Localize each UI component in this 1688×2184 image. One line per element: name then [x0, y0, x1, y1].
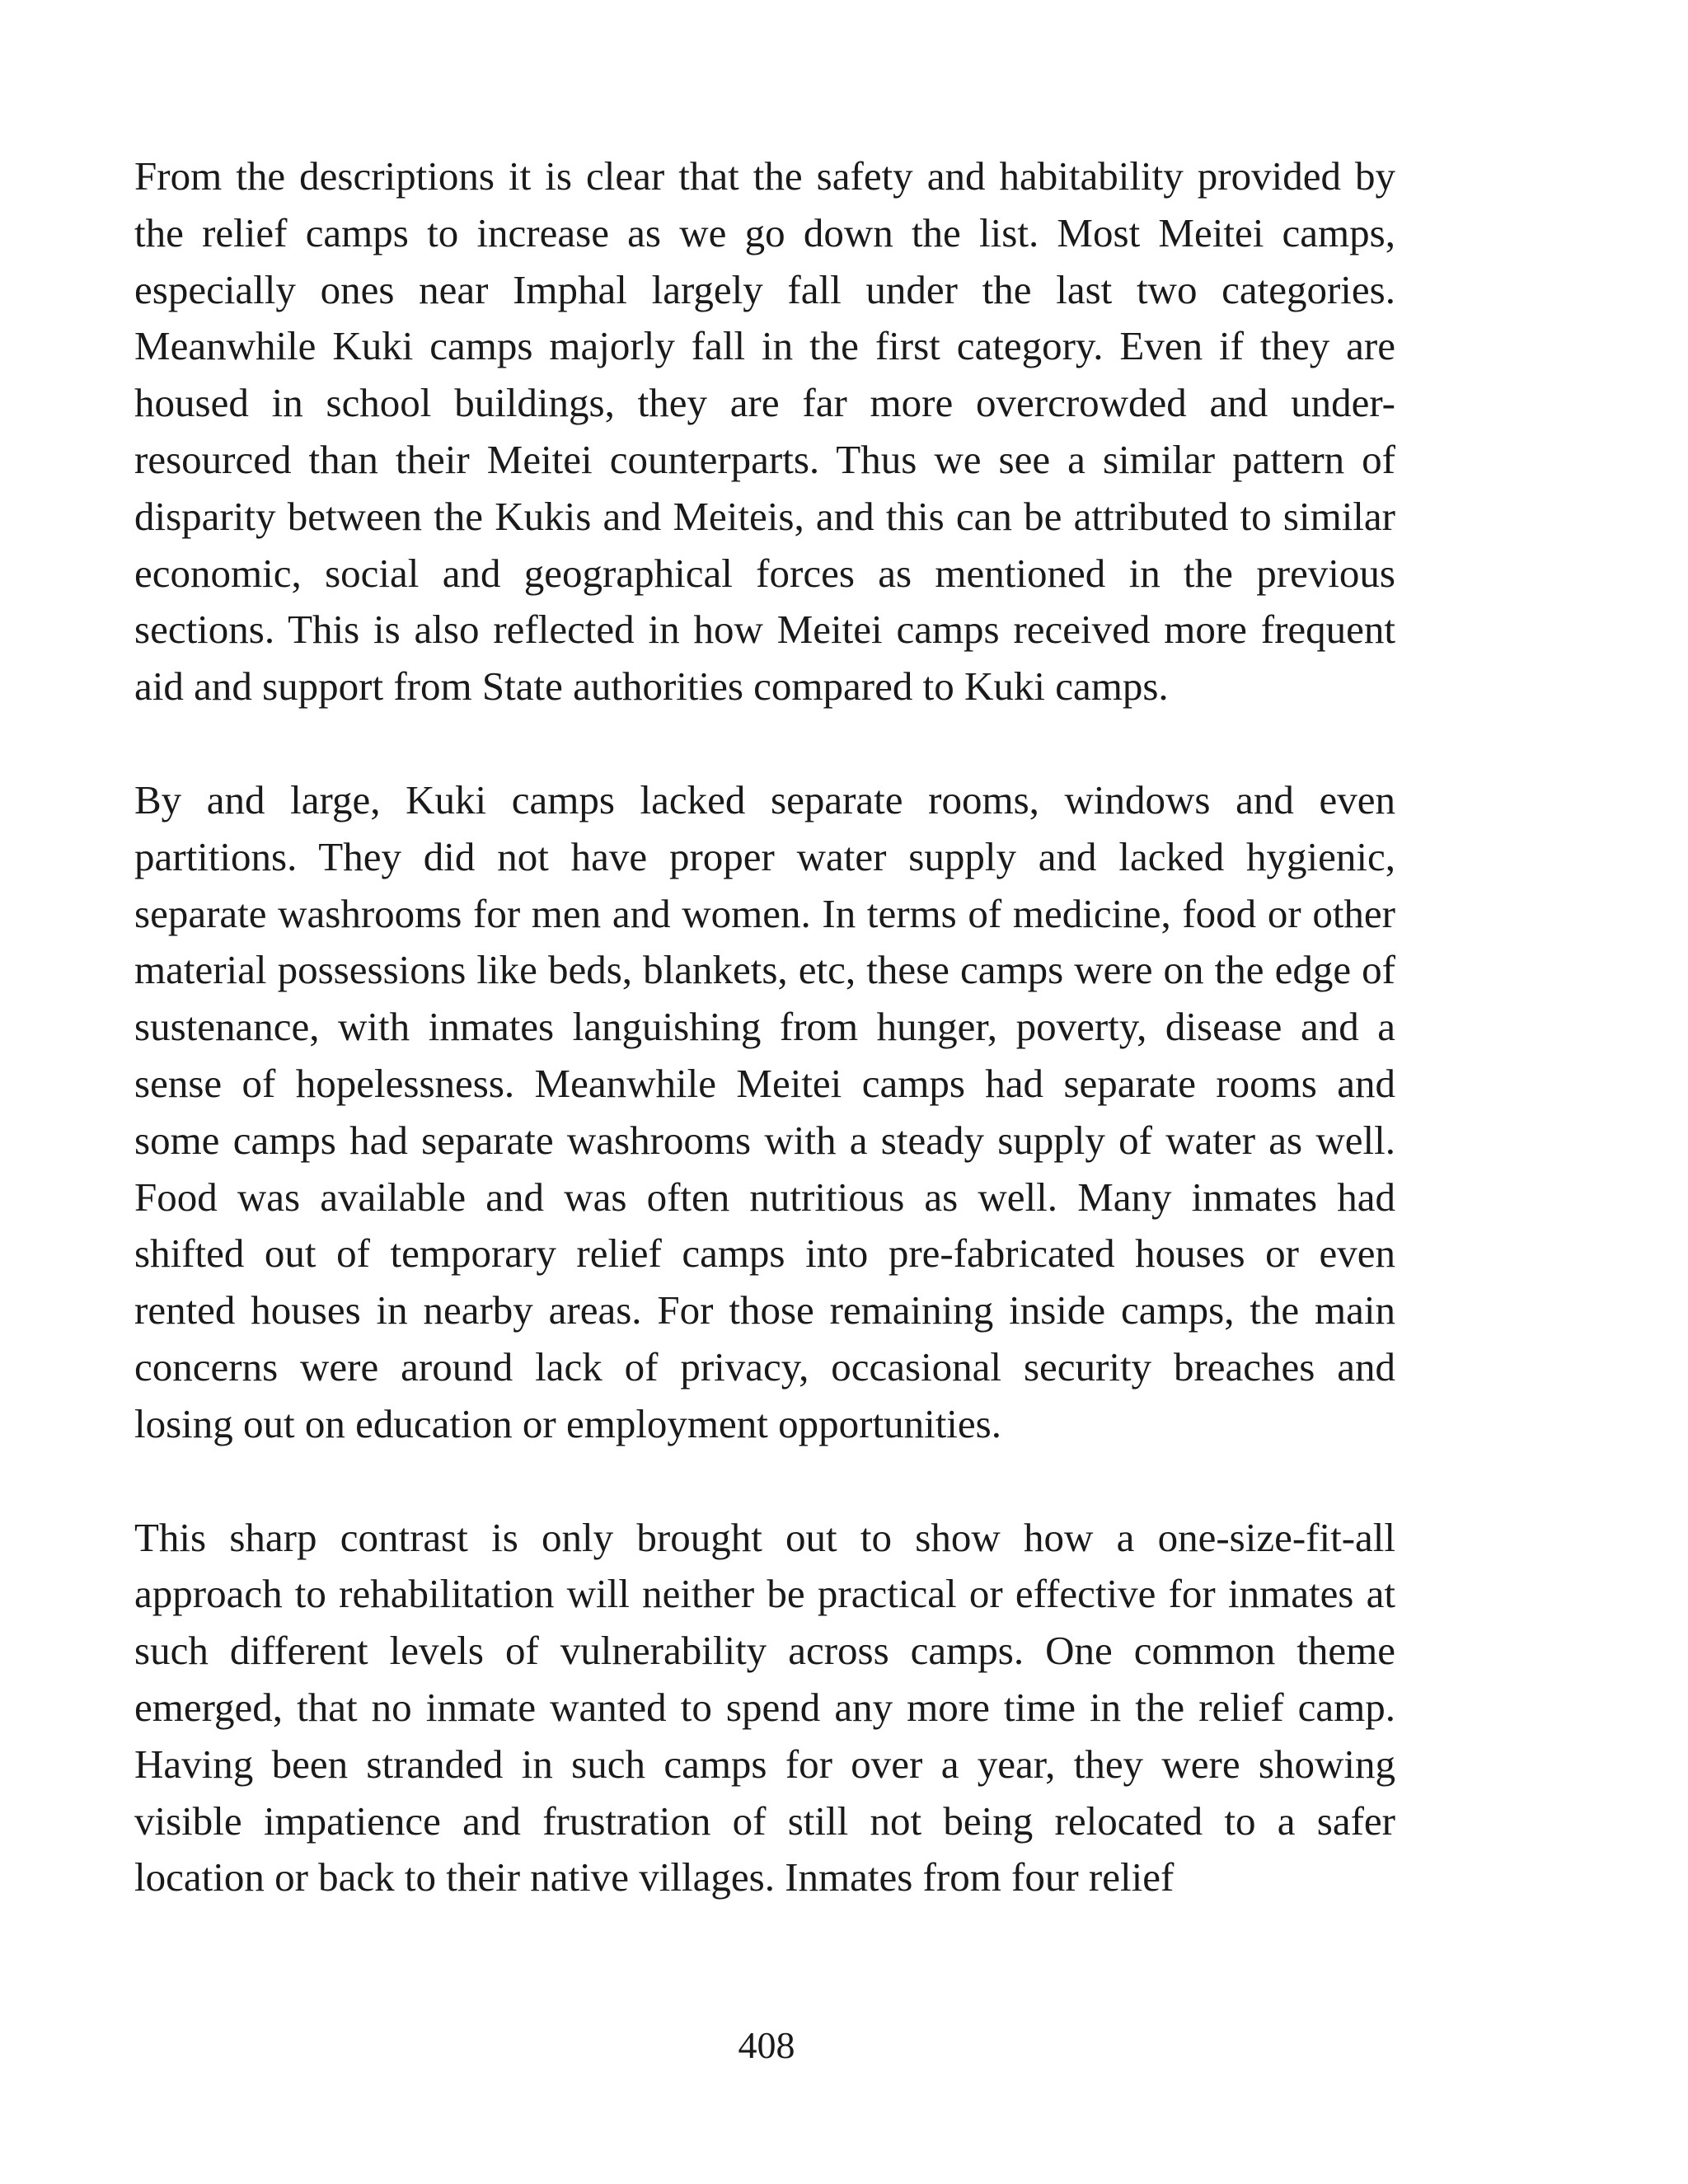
paragraph-camp-conditions: By and large, Kuki camps lacked separate rooms, windows and even partitions. They did not have proper water supply and lacked hygienic, separate washrooms for men and women. In terms of medicine, food or other material possessions like beds, blankets, etc, these camps were on the edge of sustenance, with inmates languishing from hunger, poverty, disease and a sense of hopelessness. Meanwhile Meitei camps had separate rooms and some camps had separate washrooms with a steady supply of water as well. Food was available and was often nutritious as well. Many inmates had shifted out of temporary relief camps into pre-fabricated houses or even rented houses in nearby areas. For those remaining inside camps, the main concerns were around lack of privacy, occasional security breaches and losing out on education or employment opportunities. [134, 776, 1395, 1446]
page-body [134, 148, 1395, 1906]
page-number: 408 [738, 2024, 795, 2066]
paragraph-rehabilitation-approach: This sharp contrast is only brought out to show how a one-size-fit-all approach to rehabilitation will neither be practical or effective for inmates at such different levels of vulnerability across camps. One common theme emerged, that no inmate wanted to spend any more time in the relief camp. Having been stranded in such camps for over a year, they were showing visible impatience and frustration of still not being relocated to a safer location or back to their native villages. Inmates from four relief [134, 1514, 1395, 1900]
paragraph-relief-camp-categories: From the descriptions it is clear that the safety and habitability provided by the relief camps to increase as we go down the list. Most Meitei camps, especially ones near Imphal largely fall under the last two categories. Meanwhile Kuki camps majorly fall in the first category. Even if they are housed in school buildings, they are far more overcrowded and under-resourced than their Meitei counterparts. Thus we see a similar pattern of disparity between the Kukis and Meiteis, and this can be attributed to similar economic, social and geographical forces as mentioned in the previous sections. This is also reflected in how Meitei camps received more frequent aid and support from State authorities compared to Kuki camps. [134, 153, 1395, 710]
